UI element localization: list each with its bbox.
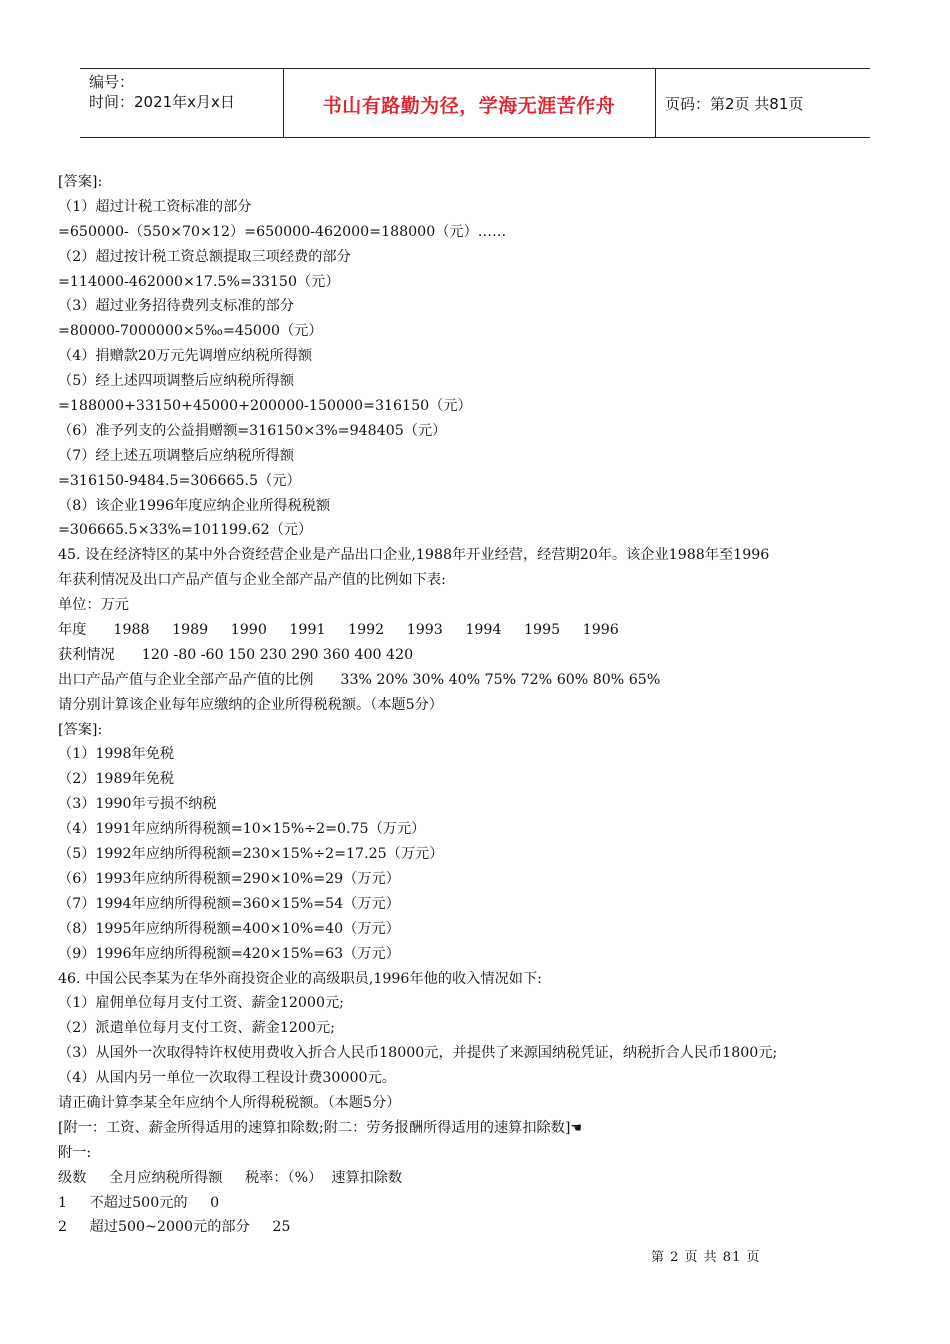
text-line: =316150-9484.5=306665.5（元） bbox=[58, 472, 301, 489]
text-line: 单位：万元 bbox=[58, 597, 129, 614]
pointing-hand-icon: ☚ bbox=[570, 1120, 583, 1136]
header-page-info: 页码：第2页 共81页 bbox=[665, 95, 804, 113]
text-line: （7）1994年应纳所得税额=360×15%=54（万元） bbox=[58, 895, 400, 912]
text-line: =188000+33150+45000+200000-150000=316150（元） bbox=[58, 398, 472, 415]
appendix-line bbox=[58, 1116, 918, 1141]
text-line: 请分别计算该企业每年应缴纳的企业所得税税额。（本题5分） bbox=[58, 696, 443, 713]
text-line: （1）1998年免税 bbox=[58, 746, 175, 763]
text-line: =80000-7000000×5‰=45000（元） bbox=[58, 323, 323, 340]
text-line: 获利情况 120 -80 -60 150 230 290 360 400 420 bbox=[58, 646, 414, 663]
text-line: （4）捐赠款20万元先调增应纳税所得额 bbox=[58, 348, 313, 365]
document-body bbox=[58, 170, 918, 1240]
text-line: =306665.5×33%=101199.62（元） bbox=[58, 522, 313, 539]
text-line: 年度 1988 1989 1990 1991 1992 1993 1994 1995 1996 bbox=[58, 622, 619, 639]
text-line: 附一: bbox=[58, 1144, 92, 1161]
text-line: =114000-462000×17.5%=33150（元） bbox=[58, 273, 340, 290]
text-line: 年获利情况及出口产品产值与企业全部产品产值的比例如下表: bbox=[58, 572, 446, 589]
document-number-label: 编号： bbox=[89, 73, 135, 91]
text-line: （5）1992年应纳所得税额=230×15%÷2=17.25（万元） bbox=[58, 846, 444, 863]
text-line: （6）1993年应纳所得税额=290×10%=29（万元） bbox=[58, 870, 400, 887]
header-divider bbox=[655, 69, 656, 137]
page-footer: 第 2 页 共 81 页 bbox=[651, 1250, 761, 1265]
document-date: 时间：2021年x月x日 bbox=[89, 93, 235, 111]
text-line: （8）该企业1996年度应纳企业所得税税额 bbox=[58, 497, 331, 514]
text-line: 2 超过500~2000元的部分 25 bbox=[58, 1219, 291, 1236]
text-line: （3）1990年亏损不纳税 bbox=[58, 796, 217, 813]
text-line: （4）从国内另一单位一次取得工程设计费30000元。 bbox=[58, 1070, 396, 1087]
text-line: （4）1991年应纳所得税额=10×15%÷2=0.75（万元） bbox=[58, 821, 426, 838]
text-line: 45. 设在经济特区的某中外合资经营企业是产品出口企业,1988年开业经营，经营期20年。该企业1988年至1996 bbox=[58, 547, 770, 564]
text-line: （3）从国外一次取得特许权使用费收入折合人民币18000元，并提供了来源国纳税凭证，纳税折合人民币1800元; bbox=[58, 1045, 778, 1062]
text-line: 请正确计算李某全年应纳个人所得税税额。（本题5分） bbox=[58, 1094, 401, 1111]
text-line: 出口产品产值与企业全部产品产值的比例 33% 20% 30% 40% 75% 72% 60% 80% 65% bbox=[58, 671, 661, 688]
text-line: （3）超过业务招待费列支标准的部分 bbox=[58, 298, 295, 315]
text-line: （2）超过按计税工资总额提取三项经费的部分 bbox=[58, 248, 351, 265]
text-line: [答案]: bbox=[58, 174, 103, 190]
text-line: （1）超过计税工资标准的部分 bbox=[58, 198, 252, 215]
text-line: （1）雇佣单位每月支付工资、薪金12000元; bbox=[58, 995, 344, 1012]
text-line: （2）1989年免税 bbox=[58, 771, 175, 788]
text-line: 1 不超过500元的 0 bbox=[58, 1194, 220, 1211]
text-line: 级数 全月应纳税所得额 税率：（%） 速算扣除数 bbox=[58, 1169, 403, 1186]
text-line: （5）经上述四项调整后应纳税所得额 bbox=[58, 373, 295, 390]
text-line: （7）经上述五项调整后应纳税所得额 bbox=[58, 447, 295, 464]
header-motto: 书山有路勤为径，学海无涯苦作舟 bbox=[322, 95, 616, 117]
page-header bbox=[80, 68, 870, 138]
text-line: =650000-（550×70×12）=650000-462000=188000（元）…… bbox=[58, 223, 507, 240]
text-line: （9）1996年应纳所得税额=420×15%=63（万元） bbox=[58, 945, 400, 962]
text-line: 46. 中国公民李某为在华外商投资企业的高级职员,1996年他的收入情况如下: bbox=[58, 970, 542, 987]
text-line: （6）准予列支的公益捐赠额=316150×3%=948405（元） bbox=[58, 422, 447, 439]
text-line: （8）1995年应纳所得税额=400×10%=40（万元） bbox=[58, 920, 400, 937]
header-meta bbox=[89, 72, 235, 112]
text-line: [附一：工资、薪金所得适用的速算扣除数;附二：劳务报酬所得适用的速算扣除数] bbox=[58, 1119, 571, 1136]
text-line: [答案]: bbox=[58, 721, 103, 738]
text-line: （2）派遣单位每月支付工资、薪金1200元; bbox=[58, 1020, 335, 1037]
